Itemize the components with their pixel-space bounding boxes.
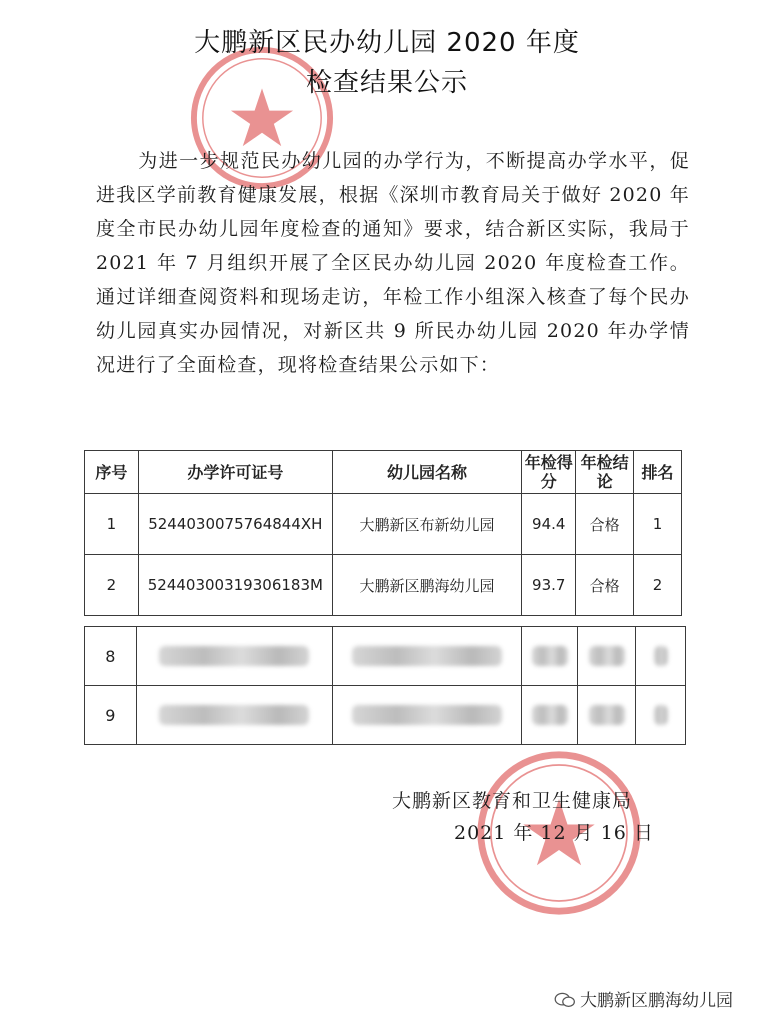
cell-license: 5244030075764844XH (138, 494, 332, 555)
table-row (85, 627, 686, 686)
results-table-continued (84, 626, 686, 745)
cell-name-redacted (332, 627, 522, 686)
cell-score: 93.7 (522, 555, 576, 616)
table-header-row (85, 451, 682, 494)
document-title: 大鹏新区民办幼儿园 2020 年度 (194, 28, 580, 58)
cell-rank: 1 (634, 494, 682, 555)
cell-name: 大鹏新区布新幼儿园 (332, 494, 521, 555)
cell-seq: 9 (85, 686, 137, 745)
cell-license-redacted (136, 686, 332, 745)
cell-result: 合格 (576, 494, 634, 555)
cell-score: 94.4 (522, 494, 576, 555)
cell-result-redacted (578, 627, 636, 686)
table-row (85, 555, 682, 616)
header-license: 办学许可证号 (138, 451, 332, 494)
table-row (85, 686, 686, 745)
cell-score-redacted (522, 627, 578, 686)
issuing-organization: 大鹏新区教育和卫生健康局 (392, 790, 633, 812)
cell-seq: 1 (85, 494, 139, 555)
cell-license: 52440300319306183M (138, 555, 332, 616)
header-result: 年检结论 (576, 451, 634, 494)
body-paragraph-text: 为进一步规范民办幼儿园的办学行为，不断提高办学水平，促进我区学前教育健康发展，根据《深圳市教育局关于做好 2020 年度全市民办幼儿园年度检查的通知》要求，结合新区实际，我局于 2021 年 7 月组织开展了全区民办幼儿园 2020 年度检查工作。通过详细查阅资料和现场走访，年检工作小组深入核查了每个民办幼儿园真实办园情况，对新区共 9 所民办幼儿园 2020 年办学情况进行了全面检查，现将检查结果公示如下： (96, 150, 690, 376)
cell-score-redacted (522, 686, 578, 745)
cell-rank-redacted (636, 627, 686, 686)
cell-result: 合格 (576, 555, 634, 616)
body-paragraph (96, 144, 690, 382)
issue-date: 2021 年 12 月 16 日 (454, 822, 654, 844)
results-table (84, 450, 682, 616)
cell-name-redacted (332, 686, 522, 745)
header-seq: 序号 (85, 451, 139, 494)
header-name: 幼儿园名称 (332, 451, 521, 494)
header-rank: 排名 (634, 451, 682, 494)
cell-rank-redacted (636, 686, 686, 745)
cell-rank: 2 (634, 555, 682, 616)
wechat-icon (554, 992, 576, 1008)
cell-seq: 8 (85, 627, 137, 686)
cell-seq: 2 (85, 555, 139, 616)
watermark-text: 大鹏新区鹏海幼儿园 (580, 991, 733, 1011)
document-subtitle: 检查结果公示 (305, 68, 468, 98)
cell-license-redacted (136, 627, 332, 686)
cell-name: 大鹏新区鹏海幼儿园 (332, 555, 521, 616)
header-score: 年检得分 (522, 451, 576, 494)
table-row (85, 494, 682, 555)
watermark (554, 986, 733, 1011)
cell-result-redacted (578, 686, 636, 745)
